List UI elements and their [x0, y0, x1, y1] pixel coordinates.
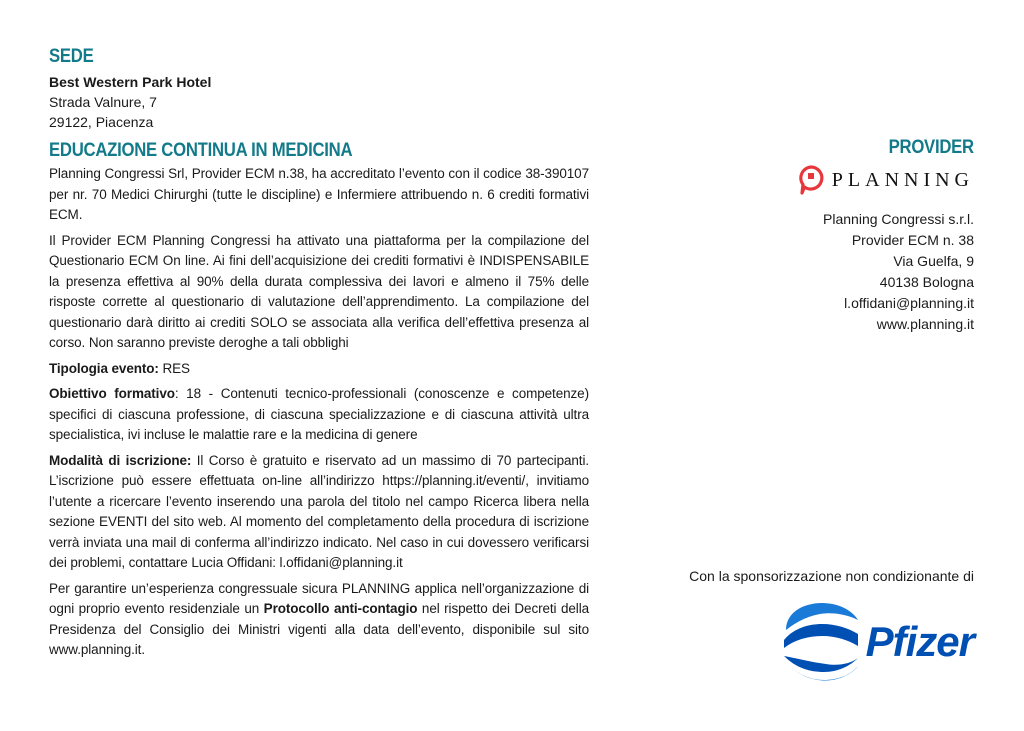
- tipologia-label: Tipologia evento:: [49, 360, 159, 376]
- planning-logo-icon: [798, 165, 824, 195]
- provider-ecm-number: Provider ECM n. 38: [851, 232, 974, 248]
- obiettivo-value: : 18 - Contenuti tecnico-professionali (conoscenze e competenze) specifici di ciascuna professione, di ciascuna specializzazione e di ciascuna attività ultra specialistica, ivi incluse le malattie rare e la medicina di genere: [49, 386, 589, 442]
- covid-end: .: [141, 642, 145, 657]
- provider-email-link[interactable]: l.offidani@planning.it: [844, 295, 974, 311]
- covid-text-1: Per garantire un’esperienza congressuale sicura PLANNING applica nell’organizzazione di ogni proprio evento residenziale un: [49, 580, 589, 616]
- planning-website-link[interactable]: www.planning.it: [49, 642, 142, 657]
- provider-company: Planning Congressi s.r.l.: [823, 211, 974, 227]
- provider-heading: PROVIDER: [888, 137, 974, 158]
- sede-venue: Best Western Park Hotel: [49, 74, 212, 90]
- modalita-text-1: Il Corso è gratuito e riservato ad un massimo di 70 partecipanti. L’iscrizione può essere effettuata on-line all’indirizzo: [49, 452, 590, 488]
- sede-city: 29122, Piacenza: [49, 114, 154, 130]
- pfizer-wordmark: Pfizer: [865, 618, 974, 665]
- planning-logo: [674, 165, 974, 195]
- ecm-questionnaire-paragraph: Il Provider ECM Planning Congressi ha attivato una piattaforma per la compilazione del Questionario ECM On line. Ai fini dell’acquisizione dei crediti formativi è INDISPENSABILE la presenza effettiva al 90% della durata complessiva dei lavori e almeno il 75% delle risposte corrette al questionario di valutazione dell’apprendimento. La compilazione del questionario darà diritto ai crediti SOLO se associata alla verifica dell’effettiva presenza al corso. Non saranno previste deroghe a tali obblighi: [49, 232, 589, 350]
- provider-website-link[interactable]: www.planning.it: [876, 316, 974, 332]
- pfizer-logo: [634, 600, 974, 684]
- modalita-paragraph: [49, 451, 589, 574]
- tipologia-paragraph: [49, 359, 589, 380]
- left-column: [49, 46, 589, 661]
- ecm-accreditation-paragraph: Planning Congressi Srl, Provider ECM n.38, ha accreditato l’evento con il codice 38-390107 per nr. 70 Medici Chirurghi (tutte le discipline) e Infermiere attribuendo n. 6 crediti formativi ECM.: [49, 166, 589, 222]
- modalita-text-2: , invitiamo l’utente a ricercare l’evento inserendo una parola del titolo nel campo Ricerca libera nella sezione EVENTI del sito web. Al momento del completamento della procedura di iscrizione verrà inviata una mail di conferma all’indirizzo indicato. Nel caso in cui dovessero verificarsi dei problemi, contattare Lucia Offidani:: [49, 473, 590, 570]
- provider-column: [674, 137, 974, 335]
- contact-email-link[interactable]: l.offidani@planning.it: [279, 555, 403, 570]
- planning-logo-wordmark: PLANNING: [831, 168, 974, 191]
- modalita-label: Modalità di iscrizione:: [49, 452, 192, 468]
- tipologia-value: RES: [158, 360, 190, 376]
- provider-street: Via Guelfa, 9: [893, 253, 974, 269]
- sede-address: [49, 72, 589, 132]
- covid-protocol-bold: Protocollo anti-contagio: [263, 601, 418, 616]
- pfizer-logo-icon: [780, 600, 862, 684]
- sede-heading: SEDE: [49, 46, 94, 67]
- sponsor-section: [634, 566, 974, 684]
- covid-protocol-paragraph: [49, 579, 589, 661]
- obiettivo-label: Obiettivo formativo: [49, 386, 175, 401]
- sede-street: Strada Valnure, 7: [49, 94, 157, 110]
- obiettivo-paragraph: [49, 384, 589, 446]
- provider-city: 40138 Bologna: [879, 274, 974, 290]
- sponsor-text: Con la sponsorizzazione non condizionante di: [689, 568, 974, 584]
- ecm-heading: EDUCAZIONE CONTINUA IN MEDICINA: [49, 140, 353, 161]
- covid-text-2: nel rispetto dei Decreti della Presidenza del Consiglio dei Ministri vigenti alla data dell’evento, disponibile sul sito: [49, 601, 589, 637]
- provider-address: [674, 209, 974, 335]
- registration-link[interactable]: https://planning.it/eventi/: [382, 473, 526, 488]
